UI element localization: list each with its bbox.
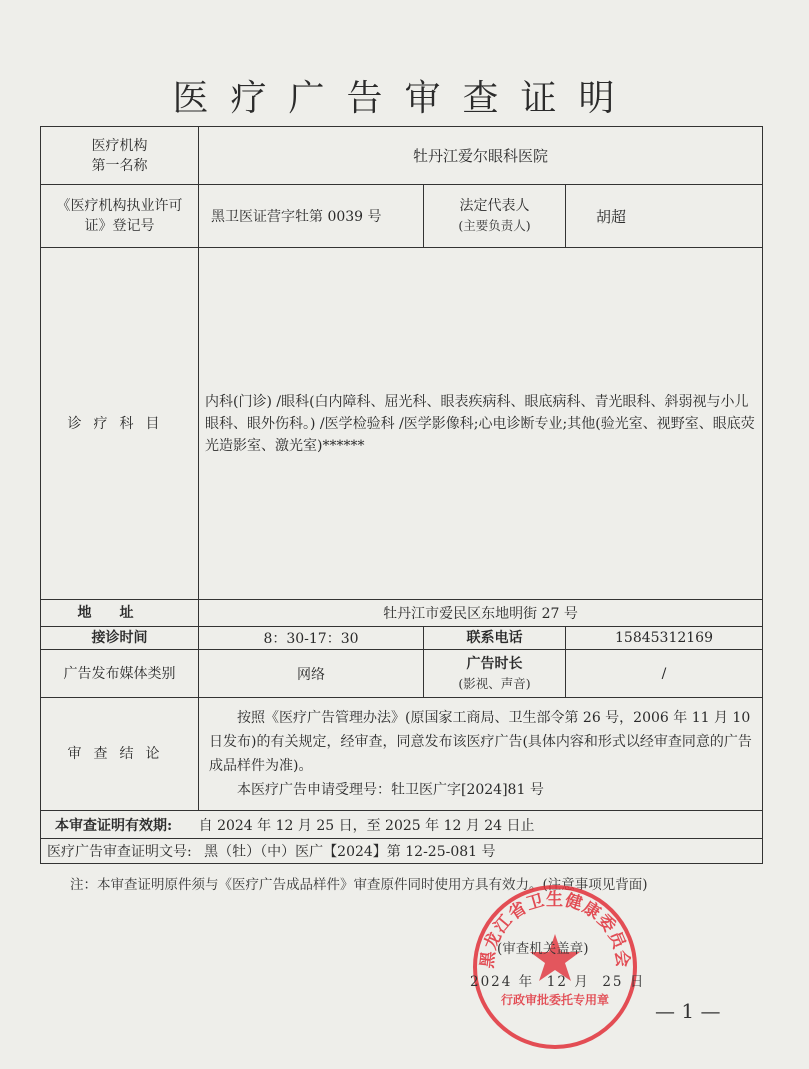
duration-value: / (566, 650, 763, 698)
hours-value: 8：30-17：30 (199, 627, 424, 650)
rep-value: 胡超 (566, 185, 763, 248)
duration-label (424, 650, 566, 698)
row-conclusion (41, 698, 763, 811)
institution-value: 牡丹江爱尔眼科医院 (199, 127, 763, 185)
license-value: 黑卫医证营字牡第 0039 号 (199, 185, 424, 248)
docno-cell (41, 839, 763, 864)
row-docno (41, 839, 763, 864)
conclusion-label: 审查结论 (41, 698, 199, 811)
rep-title: 法定代表人 (459, 198, 530, 214)
validity-cell (41, 811, 763, 839)
media-label: 广告发布媒体类别 (41, 650, 199, 698)
rep-label (424, 185, 566, 248)
media-value: 网络 (199, 650, 424, 698)
seal-graphic (470, 882, 640, 1052)
row-scope (41, 248, 763, 600)
license-label: 《医疗机构执业许可 证》登记号 (41, 185, 199, 248)
seal-sub-text: 行政审批委托专用章 (500, 993, 610, 1007)
seal-label: (审查机关盖章) (497, 941, 589, 957)
duration-subtitle: (影视、声音) (458, 675, 531, 691)
row-license (41, 185, 763, 248)
hours-label: 接诊时间 (41, 627, 199, 650)
conclusion-para1: 按照《医疗广告管理办法》(原国家工商局、卫生部令第 26 号，2006 年 11 月 10 日发布)的有关规定，经审查，同意发布该医疗广告(具体内容和形式以经审查同意的广告成品样件为准)。 (209, 710, 752, 774)
scope-label: 诊疗科目 (41, 248, 199, 600)
validity-label: 本审查证明有效期: (55, 817, 173, 834)
footnote: 注：本审查证明原件须与《医疗广告成品样件》审查原件同时使用方具有效力。(注意事项见背面) (70, 877, 648, 893)
row-hours (41, 627, 763, 650)
conclusion-para2: 本医疗广告申请受理号：牡卫医广字[2024]81 号 (237, 782, 544, 798)
date-month-unit: 月 (574, 974, 590, 990)
phone-label: 联系电话 (424, 627, 566, 650)
address-label: 地址 (41, 600, 199, 627)
address-value: 牡丹江市爱民区东地明街 27 号 (199, 600, 763, 627)
date-year-unit: 年 (518, 974, 535, 990)
date-day: 25 (602, 974, 624, 990)
scope-value: 内科(门诊) /眼科(白内障科、屈光科、眼表疾病科、眼底病科、青光眼科、斜弱视与小儿眼科、眼外伤科。) /医学检验科 /医学影像科;心电诊断专业;其他(验光室、视野室、眼底荧光造影室、激光室)****** (199, 248, 763, 600)
row-validity (41, 811, 763, 839)
official-seal (470, 882, 640, 1052)
row-address (41, 600, 763, 627)
date-day-unit: 日 (629, 974, 646, 990)
institution-label: 医疗机构 第一名称 (41, 127, 199, 185)
issue-date (470, 970, 645, 990)
validity-value: 自 2024 年 12 月 25 日，至 2025 年 12 月 24 日止 (198, 817, 535, 834)
seal-org-text: 黑龙江省卫生健康委员会 (477, 889, 633, 970)
certificate-table (40, 126, 763, 864)
page-number: — 1 — (655, 999, 721, 1023)
date-year: 2024 (470, 974, 513, 990)
document-title: 医疗广告审查证明 (172, 78, 637, 119)
date-month: 12 (546, 974, 568, 990)
row-institution (41, 127, 763, 185)
phone-value: 15845312169 (566, 627, 763, 650)
duration-title: 广告时长 (466, 655, 523, 672)
row-media (41, 650, 763, 698)
rep-subtitle: (主要负责人) (458, 218, 531, 233)
docno-value: 黑（牡）（中）医广【2024】第 12-25-081 号 (204, 844, 496, 860)
conclusion-value (199, 698, 763, 811)
docno-label: 医疗广告审查证明文号: (47, 844, 192, 860)
